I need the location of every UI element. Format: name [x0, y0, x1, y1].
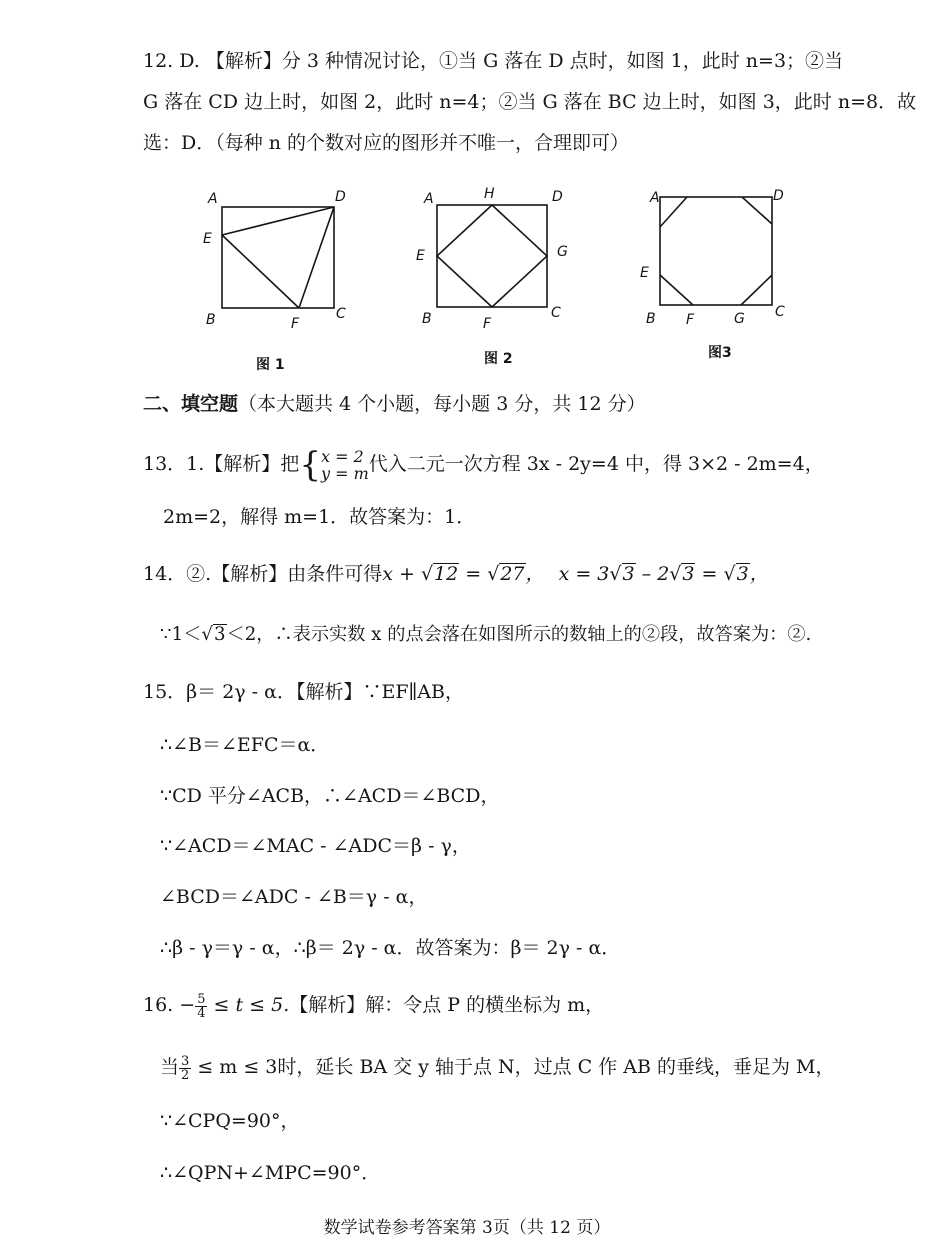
q16-frac-1: $\frac{5}{4}$: [197, 991, 206, 1021]
fig1-line-ed: [222, 207, 334, 235]
fig2-label-b: B: [422, 311, 432, 327]
fig2-square: [437, 205, 547, 307]
fig2-label-a: A: [424, 191, 434, 207]
fig3-label-b: B: [646, 311, 656, 327]
q16-line-4: ∴∠QPN+∠MPC=90°．: [160, 1162, 381, 1184]
fig3-label-g: G: [734, 311, 745, 327]
section-2-note: （本大题共 4 个小题，每小题 3 分，共 12 分）: [238, 393, 646, 415]
figure-3: [630, 183, 800, 333]
fig2-label-c: C: [551, 305, 561, 321]
q13-sys-top: x = 2: [320, 447, 364, 466]
fig2-inner-square: [437, 205, 547, 307]
fig2-label-d: D: [552, 189, 563, 205]
fig2-label-g: G: [557, 244, 568, 260]
q16-frac-2: $\frac{3}{2}$: [181, 1053, 190, 1083]
fig3-label-c: C: [775, 304, 785, 320]
fig1-label-f: F: [291, 316, 300, 332]
fig2-label-f: F: [483, 316, 492, 332]
q16-line-1: 16. − $\frac{5}{4}$ ≤ t ≤ 5.【解析】解：令点 P 的横坐标为 m，: [143, 991, 605, 1021]
q12-line-1: 12. D. 【解析】分 3 种情况讨论，①当 G 落在 D 点时，如图 1，此时 n=3；②当: [143, 50, 844, 72]
fig3-label-a: A: [650, 190, 660, 206]
fig3-corner-a: [660, 197, 687, 227]
q13-line-1: [143, 444, 824, 485]
fig3-corner-d: [742, 197, 772, 224]
fig3-label-f: F: [686, 312, 695, 328]
q14-line-1: [143, 561, 769, 587]
q15-line-1: 15．β＝ 2γ - α．【解析】∵EF∥AB，: [143, 681, 464, 703]
fig2-label-e: E: [416, 248, 425, 264]
q15-line-3: ∵CD 平分∠ACB，∴∠ACD＝∠BCD，: [160, 785, 500, 807]
q15-line-5: ∠BCD＝∠ADC - ∠B＝γ - α，: [160, 886, 428, 908]
q13-line-2: 2m=2，解得 m=1．故答案为：1．: [163, 506, 476, 528]
fig1-line-df: [299, 207, 334, 308]
q13-sys-bot: y = m: [320, 464, 369, 483]
fig3-corner-b: [660, 275, 693, 305]
fig1-label-b: B: [206, 312, 216, 328]
q13-brace: {: [299, 445, 321, 485]
fig1-line-ef: [222, 235, 299, 308]
fig1-label-c: C: [336, 306, 346, 322]
q12-line-2: G 落在 CD 边上时，如图 2，此时 n=4；②当 G 落在 BC 边上时，如图 3，此时 n=8．故: [143, 91, 917, 113]
q14-head: 14．②.【解析】由条件可得: [143, 563, 383, 585]
q14-eq2: x = 3√3 – 2√3 = √3，: [558, 563, 769, 585]
fig3-corner-c: [741, 275, 772, 305]
fig1-label-d: D: [335, 189, 346, 205]
fig3-caption: 图3: [708, 345, 732, 361]
figure-2: [410, 183, 580, 333]
q14-line-2: ∵1＜√3＜2，∴表示实数 x 的点会落在如图所示的数轴上的②段，故答案为：②.: [160, 624, 812, 645]
fig3-label-d: D: [773, 188, 784, 204]
q13-head: 13．1.【解析】把: [143, 453, 300, 475]
fig2-caption: 图 2: [484, 351, 513, 367]
q13-system: [321, 448, 369, 482]
q12-line-3: 选：D．（每种 n 的个数对应的图形并不唯一，合理即可）: [143, 132, 630, 154]
q16-line-2: 当 $\frac{3}{2}$ ≤ m ≤ 3时，延长 BA 交 y 轴于点 N，过点 C 作 AB 的垂线，垂足为 M，: [160, 1053, 835, 1083]
q14-eq1: x + √12 = √27，: [382, 563, 545, 585]
q15-line-2: ∴∠B＝∠EFC＝α．: [160, 734, 330, 756]
fig3-square: [660, 197, 772, 305]
q13-tail: 代入二元一次方程 3x - 2y=4 中，得 3×2 - 2m=4，: [368, 453, 824, 475]
section-2-heading: [143, 391, 646, 417]
fig3-label-e: E: [640, 265, 649, 281]
q15-line-4: ∵∠ACD＝∠MAC - ∠ADC＝β - γ，: [160, 835, 471, 857]
page-footer: 数学试卷参考答案第 3页（共 12 页）: [323, 1218, 611, 1238]
fig1-label-e: E: [203, 231, 212, 247]
fig1-caption: 图 1: [256, 357, 285, 373]
section-2-title: 二、填空题: [143, 393, 239, 415]
figure-1: [195, 185, 365, 335]
q15-line-6: ∴β - γ＝γ - α，∴β＝ 2γ - α．故答案为：β＝ 2γ - α．: [160, 937, 621, 959]
q16-line-3: ∵∠CPQ=90°，: [160, 1110, 300, 1132]
fig2-label-h: H: [484, 186, 495, 202]
fig1-label-a: A: [208, 191, 218, 207]
